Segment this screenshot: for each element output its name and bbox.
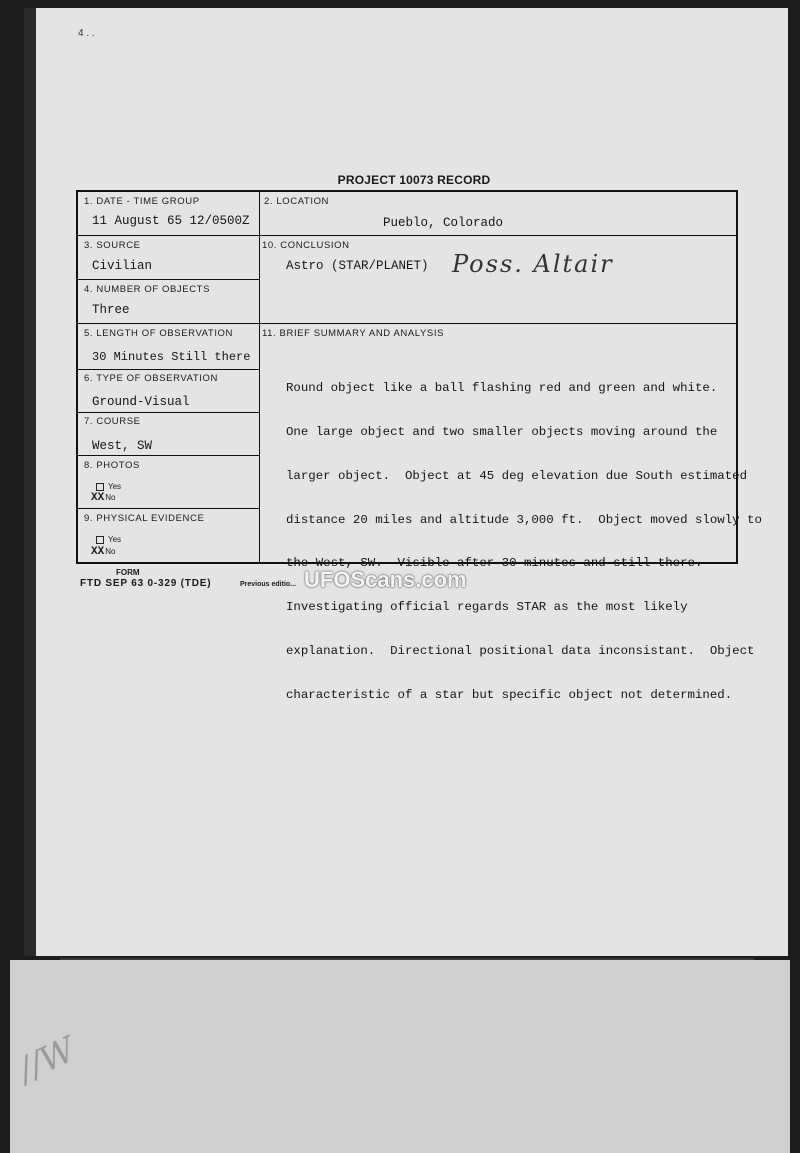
evidence-yes-option: Yes bbox=[96, 535, 121, 544]
row-divider bbox=[78, 369, 259, 370]
watermark: UFOScans.com bbox=[304, 567, 467, 592]
summary-line: the West, SW. Visible after 30 minutes and still there. bbox=[286, 556, 703, 571]
summary-line: Investigating official regards STAR as the most likely bbox=[286, 600, 688, 615]
underlying-page bbox=[10, 960, 790, 1153]
evidence-label: 9. PHYSICAL EVIDENCE bbox=[84, 513, 205, 524]
previous-editions-note: Previous editio... bbox=[240, 581, 297, 588]
length-label: 5. LENGTH OF OBSERVATION bbox=[84, 328, 234, 339]
summary-label: 11. BRIEF SUMMARY AND ANALYSIS bbox=[262, 328, 445, 339]
course-value: West, SW bbox=[92, 439, 153, 453]
scan-left-edge bbox=[24, 8, 36, 956]
row-divider bbox=[78, 412, 259, 413]
type-value: Ground-Visual bbox=[92, 395, 190, 409]
evidence-no-option: XXNo bbox=[91, 546, 116, 558]
course-label: 7. COURSE bbox=[84, 416, 141, 427]
checkbox-empty-icon bbox=[96, 536, 104, 544]
row-divider bbox=[78, 508, 259, 509]
photos-yes-option: Yes bbox=[96, 482, 121, 491]
objects-value: Three bbox=[92, 303, 130, 317]
conclusion-label: 10. CONCLUSION bbox=[262, 240, 350, 251]
summary-text bbox=[286, 352, 762, 731]
row-divider bbox=[78, 235, 738, 236]
source-label: 3. SOURCE bbox=[84, 240, 141, 251]
faint-scribble: //W bbox=[12, 1029, 82, 1091]
row-divider bbox=[78, 323, 738, 324]
type-label: 6. TYPE OF OBSERVATION bbox=[84, 373, 218, 384]
summary-line: larger object. Object at 45 deg elevation due South estimated bbox=[286, 468, 748, 483]
row-divider bbox=[78, 279, 259, 280]
summary-line: explanation. Directional positional data inconsistant. Object bbox=[286, 643, 755, 658]
source-value: Civilian bbox=[92, 259, 153, 273]
form-word: FORM bbox=[116, 568, 140, 577]
location-value: Pueblo, Colorado bbox=[383, 216, 504, 230]
checkbox-x-icon: XX bbox=[91, 546, 105, 558]
length-value: 30 Minutes Still there bbox=[92, 350, 251, 364]
record-title: PROJECT 10073 RECORD bbox=[337, 173, 491, 187]
summary-line: characteristic of a star but specific object not determined. bbox=[286, 687, 733, 702]
summary-line: One large object and two smaller objects moving around the bbox=[286, 424, 718, 439]
date-label: 1. DATE - TIME GROUP bbox=[84, 196, 200, 207]
photos-no-option: XXNo bbox=[91, 492, 116, 504]
summary-line: distance 20 miles and altitude 3,000 ft. Object moved slowly to bbox=[286, 512, 762, 527]
page-mark: 4 . . bbox=[78, 28, 95, 39]
date-value: 11 August 65 12/0500Z bbox=[92, 214, 250, 228]
form-column-divider bbox=[259, 192, 260, 562]
form-code: FTD SEP 63 0-329 (TDE) bbox=[80, 578, 212, 589]
photos-label: 8. PHOTOS bbox=[84, 460, 140, 471]
checkbox-empty-icon bbox=[96, 483, 104, 491]
location-label: 2. LOCATION bbox=[264, 196, 330, 207]
handwritten-annotation: Poss. Altair bbox=[452, 250, 614, 278]
row-divider bbox=[78, 455, 259, 456]
checkbox-x-icon: XX bbox=[91, 492, 105, 504]
conclusion-value: Astro (STAR/PLANET) bbox=[286, 259, 429, 273]
objects-label: 4. NUMBER OF OBJECTS bbox=[84, 284, 211, 295]
summary-line: Round object like a ball flashing red and green and white. bbox=[286, 381, 718, 396]
